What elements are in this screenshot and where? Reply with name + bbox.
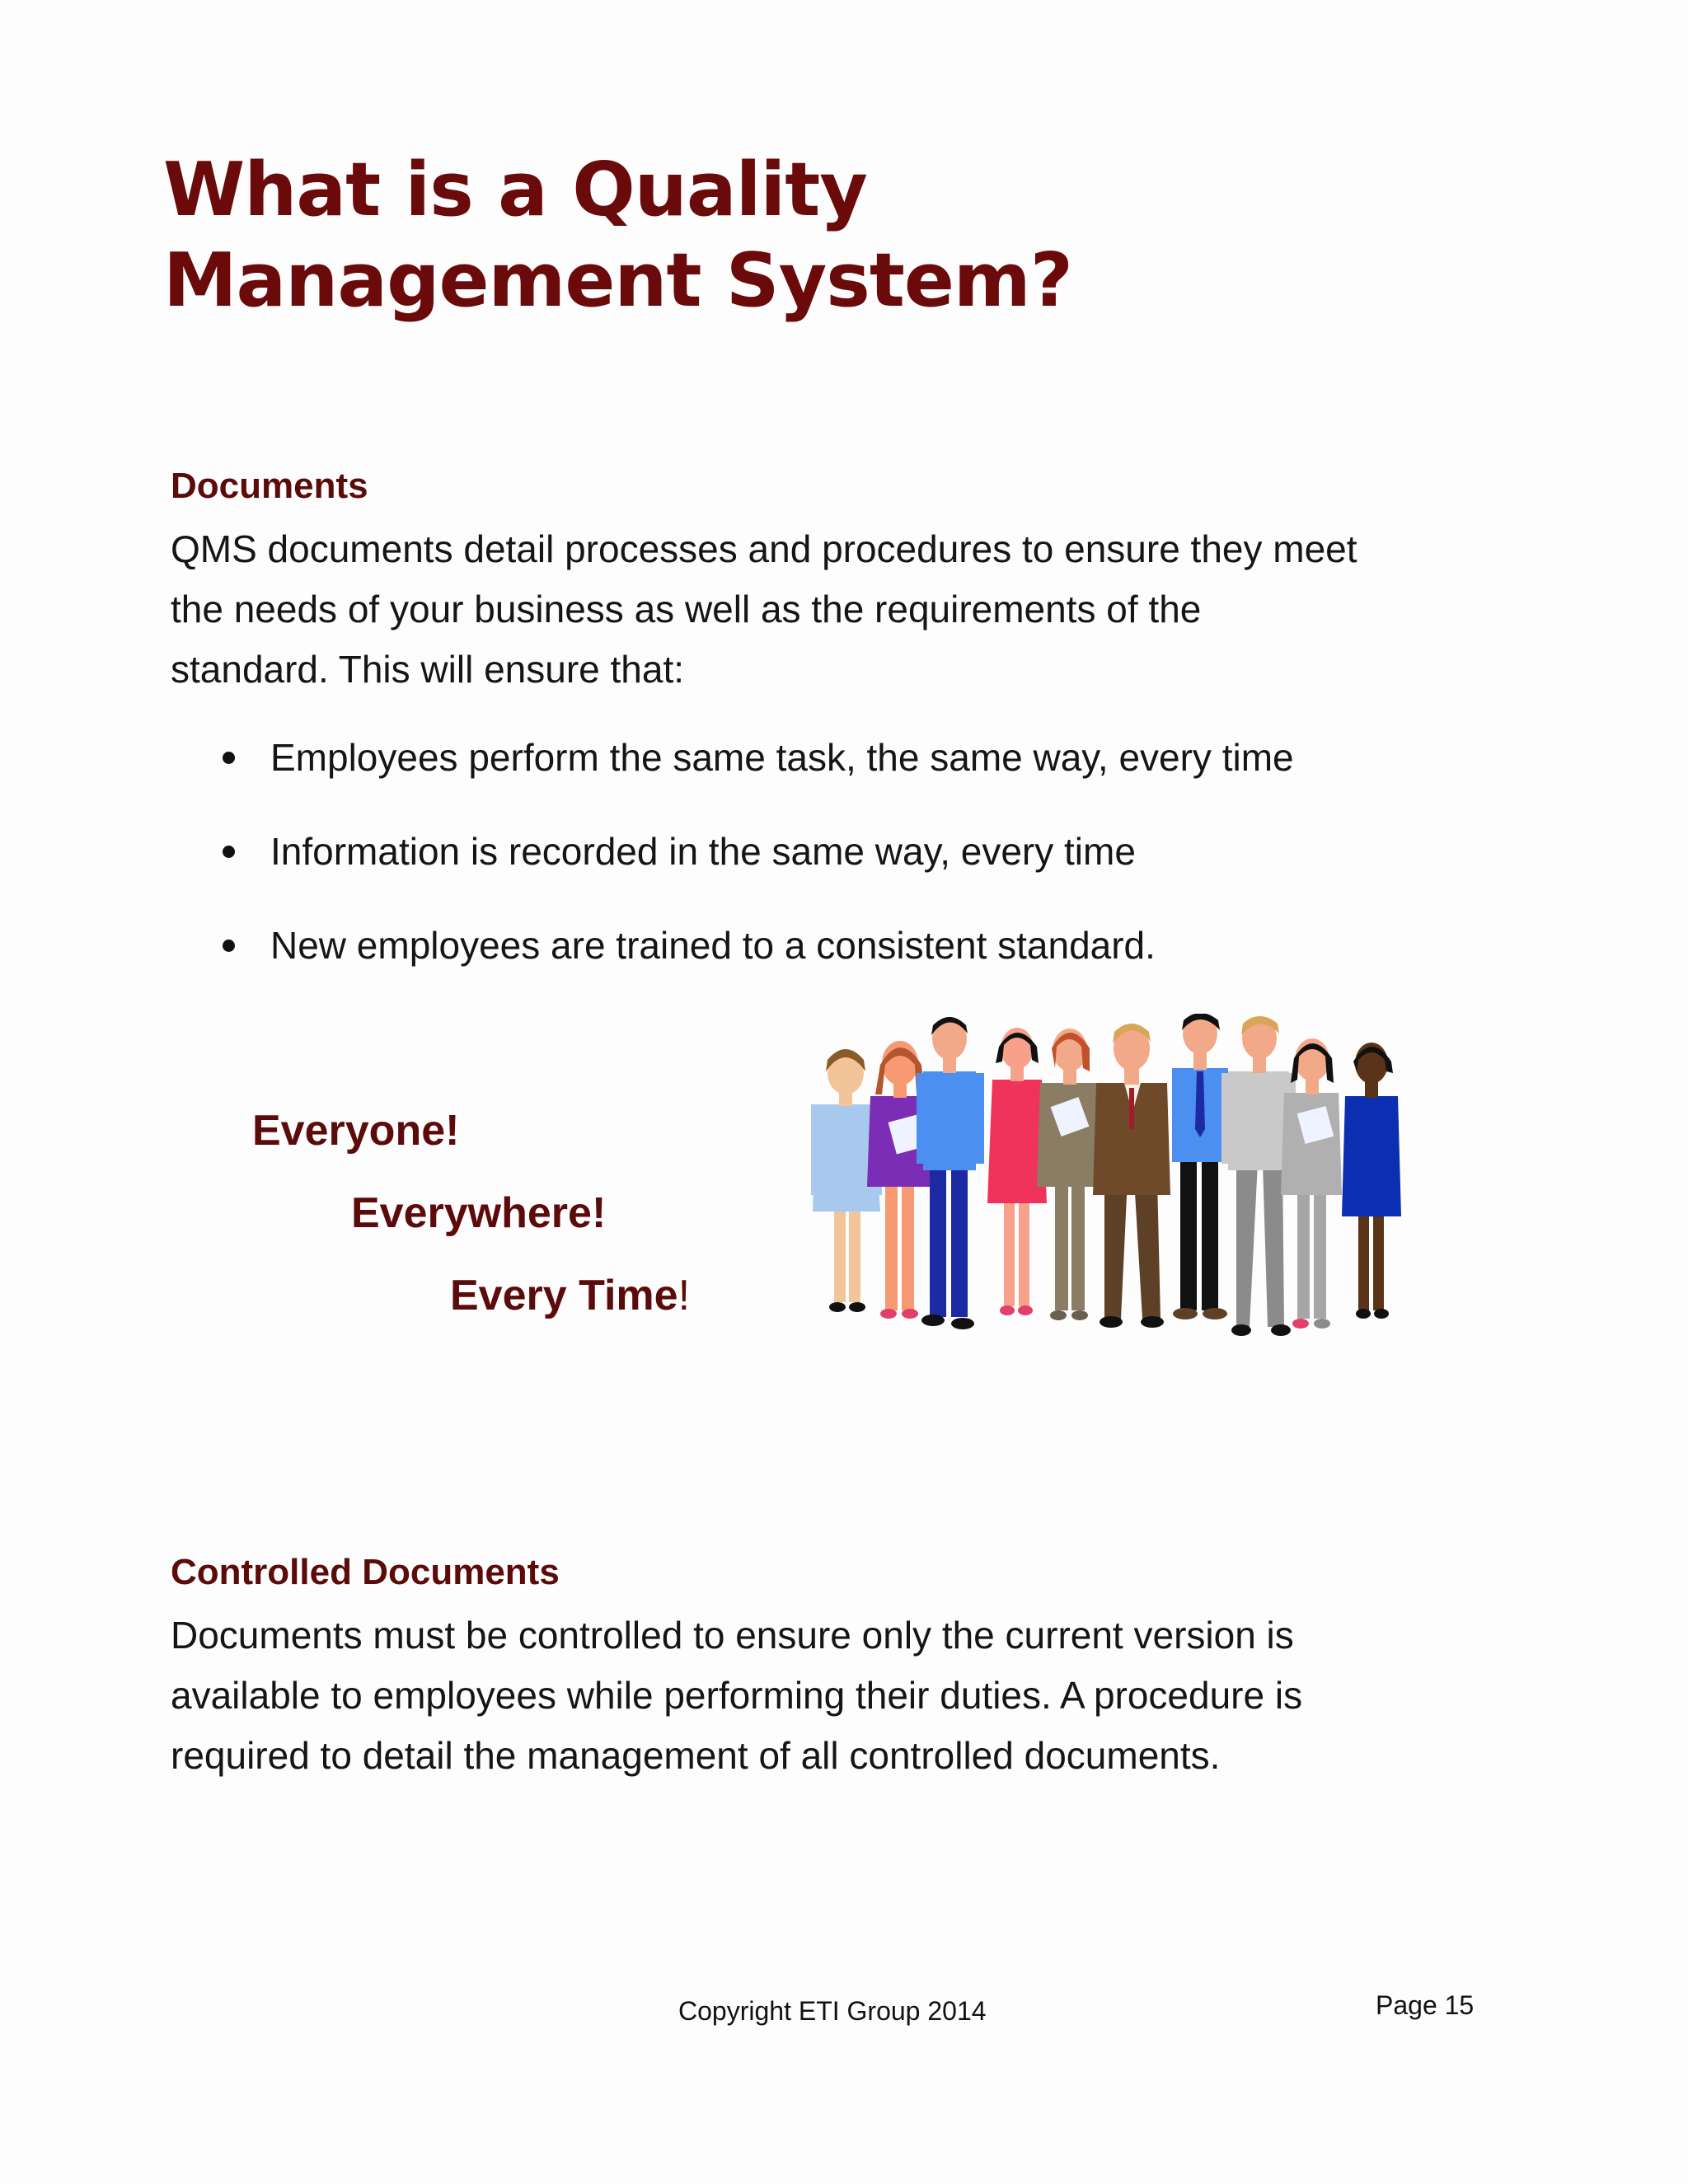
page-number: Page 15 <box>1376 1990 1475 2020</box>
slogan-every-time-text: Every Time <box>450 1272 678 1319</box>
person-figure <box>1342 1043 1401 1319</box>
slogan-every-time <box>450 1269 690 1322</box>
page-title <box>163 145 1072 326</box>
page-title-line-1: What is a Quality <box>163 147 867 233</box>
bullet-item-text: Information is recorded in the same way, every time <box>270 830 1136 873</box>
controlled-documents-paragraph <box>171 1605 1473 1786</box>
controlled-documents-heading: Controlled Documents <box>171 1552 560 1592</box>
footer-copyright: Copyright ETI Group 2014 <box>678 1996 987 2026</box>
page-title-line-2: Management System? <box>163 237 1072 324</box>
documents-paragraph-line: the needs of your business as well as the requirements of the <box>171 588 1202 630</box>
business-people-illustration <box>791 1014 1500 1409</box>
slogan-exclamation: ! <box>678 1272 691 1319</box>
documents-bullet-list <box>214 733 1451 1015</box>
controlled-documents-paragraph-line: Documents must be controlled to ensure only the current version is <box>171 1614 1294 1657</box>
documents-paragraph-line: QMS documents detail processes and procedures to ensure they meet <box>171 527 1357 570</box>
bullet-dot-icon <box>223 846 235 858</box>
bullet-item <box>214 733 1451 827</box>
bullet-dot-icon <box>223 752 235 764</box>
controlled-documents-paragraph-line: required to detail the management of all controlled documents. <box>171 1734 1221 1777</box>
person-figure <box>1172 1014 1228 1319</box>
bullet-item <box>214 921 1451 1015</box>
bullet-item-text: Employees perform the same task, the same way, every time <box>270 736 1294 779</box>
documents-paragraph <box>171 519 1473 700</box>
person-figure <box>1093 1024 1170 1328</box>
bullet-item-text: New employees are trained to a consistent standard. <box>270 924 1156 967</box>
bullet-dot-icon <box>223 940 235 952</box>
bullet-item <box>214 827 1451 921</box>
slogan-everywhere: Everywhere! <box>351 1189 607 1237</box>
person-figure <box>1037 1029 1101 1320</box>
documents-paragraph-line: standard. This will ensure that: <box>171 648 685 691</box>
controlled-documents-paragraph-line: available to employees while performing their duties. A procedure is <box>171 1674 1303 1717</box>
slogan-everyone: Everyone! <box>252 1107 460 1155</box>
documents-heading: Documents <box>171 466 368 506</box>
